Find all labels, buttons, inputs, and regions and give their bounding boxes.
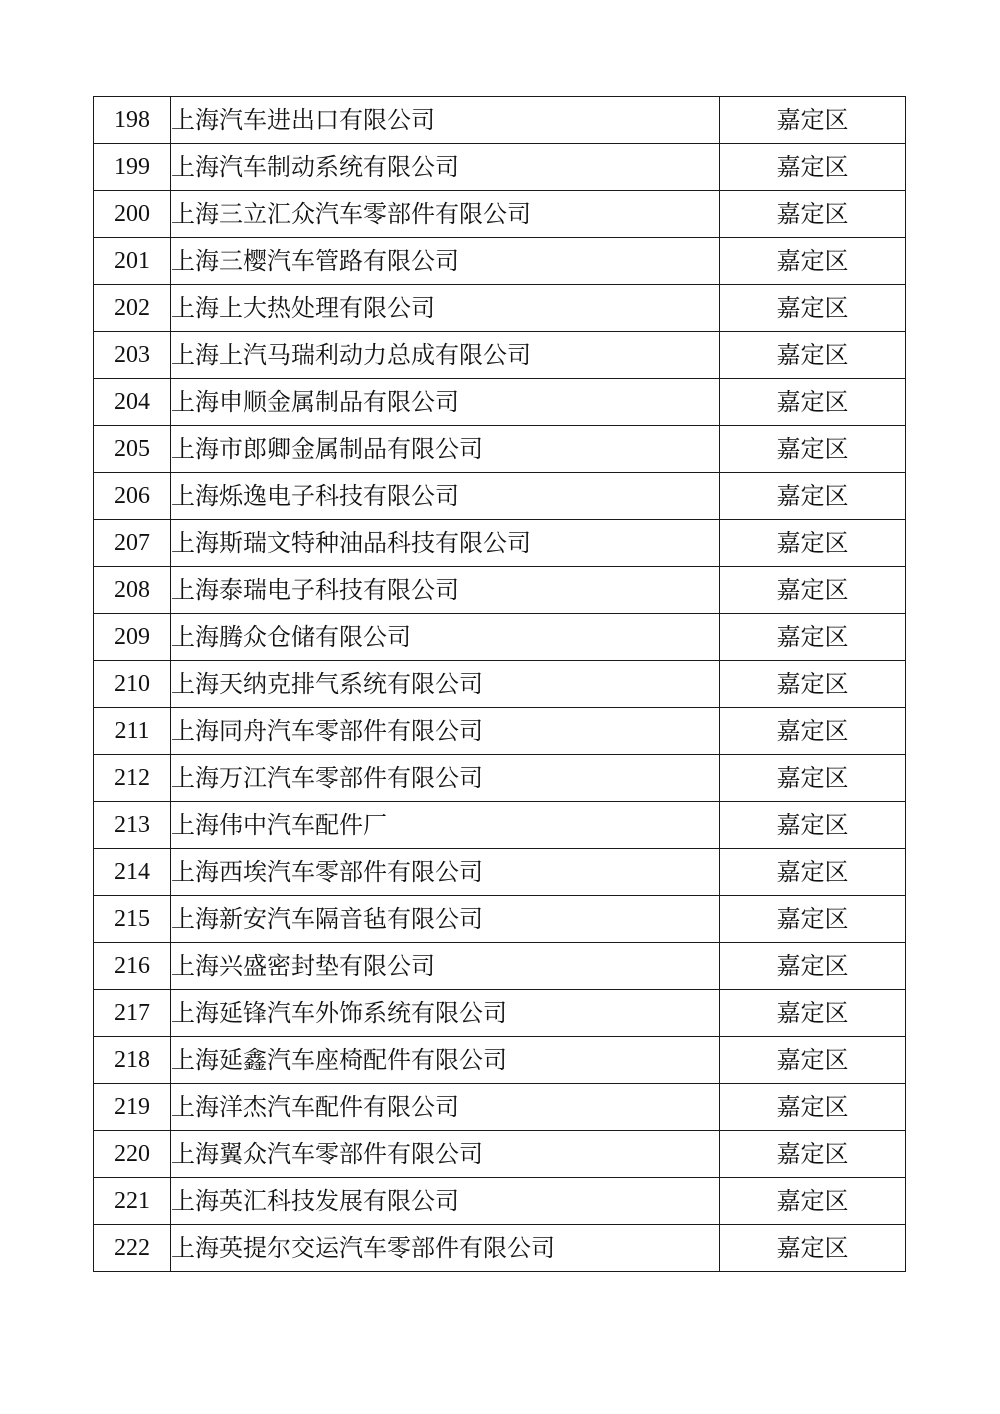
company-name: 上海三立汇众汽车零部件有限公司: [171, 191, 720, 238]
row-number: 212: [94, 755, 171, 802]
table-body: [94, 97, 906, 1272]
company-name: 上海泰瑞电子科技有限公司: [171, 567, 720, 614]
row-number: 222: [94, 1225, 171, 1272]
district: 嘉定区: [720, 943, 906, 990]
company-name: 上海天纳克排气系统有限公司: [171, 661, 720, 708]
district: 嘉定区: [720, 567, 906, 614]
company-name: 上海汽车进出口有限公司: [171, 97, 720, 144]
district: 嘉定区: [720, 849, 906, 896]
district: 嘉定区: [720, 285, 906, 332]
table-row: [94, 755, 906, 802]
table-row: [94, 191, 906, 238]
row-number: 215: [94, 896, 171, 943]
district: 嘉定区: [720, 896, 906, 943]
table-row: [94, 896, 906, 943]
table-row: [94, 285, 906, 332]
district: 嘉定区: [720, 426, 906, 473]
company-name: 上海烁逸电子科技有限公司: [171, 473, 720, 520]
company-name: 上海兴盛密封垫有限公司: [171, 943, 720, 990]
company-name: 上海上大热处理有限公司: [171, 285, 720, 332]
table-row: [94, 426, 906, 473]
table-row: [94, 708, 906, 755]
company-name: 上海新安汽车隔音毡有限公司: [171, 896, 720, 943]
district: 嘉定区: [720, 520, 906, 567]
table-row: [94, 661, 906, 708]
company-name: 上海洋杰汽车配件有限公司: [171, 1084, 720, 1131]
table-row: [94, 1225, 906, 1272]
company-name: 上海申顺金属制品有限公司: [171, 379, 720, 426]
table-row: [94, 520, 906, 567]
district: 嘉定区: [720, 144, 906, 191]
district: 嘉定区: [720, 802, 906, 849]
row-number: 221: [94, 1178, 171, 1225]
row-number: 219: [94, 1084, 171, 1131]
district: 嘉定区: [720, 191, 906, 238]
row-number: 213: [94, 802, 171, 849]
district: 嘉定区: [720, 755, 906, 802]
table-row: [94, 943, 906, 990]
row-number: 220: [94, 1131, 171, 1178]
table-row: [94, 614, 906, 661]
company-name: 上海伟中汽车配件厂: [171, 802, 720, 849]
company-name: 上海汽车制动系统有限公司: [171, 144, 720, 191]
row-number: 218: [94, 1037, 171, 1084]
company-name: 上海同舟汽车零部件有限公司: [171, 708, 720, 755]
district: 嘉定区: [720, 990, 906, 1037]
district: 嘉定区: [720, 661, 906, 708]
company-name: 上海西埃汽车零部件有限公司: [171, 849, 720, 896]
row-number: 207: [94, 520, 171, 567]
table-row: [94, 1131, 906, 1178]
company-name: 上海市郎卿金属制品有限公司: [171, 426, 720, 473]
table-row: [94, 990, 906, 1037]
row-number: 202: [94, 285, 171, 332]
table-row: [94, 144, 906, 191]
company-name: 上海三樱汽车管路有限公司: [171, 238, 720, 285]
table-row: [94, 238, 906, 285]
row-number: 203: [94, 332, 171, 379]
row-number: 216: [94, 943, 171, 990]
company-name: 上海延鑫汽车座椅配件有限公司: [171, 1037, 720, 1084]
row-number: 209: [94, 614, 171, 661]
row-number: 206: [94, 473, 171, 520]
company-name: 上海翼众汽车零部件有限公司: [171, 1131, 720, 1178]
row-number: 217: [94, 990, 171, 1037]
table-row: [94, 379, 906, 426]
row-number: 201: [94, 238, 171, 285]
row-number: 200: [94, 191, 171, 238]
table-row: [94, 802, 906, 849]
table-row: [94, 1178, 906, 1225]
company-name: 上海上汽马瑞利动力总成有限公司: [171, 332, 720, 379]
row-number: 199: [94, 144, 171, 191]
company-name: 上海延锋汽车外饰系统有限公司: [171, 990, 720, 1037]
district: 嘉定区: [720, 1131, 906, 1178]
district: 嘉定区: [720, 332, 906, 379]
district: 嘉定区: [720, 97, 906, 144]
row-number: 211: [94, 708, 171, 755]
row-number: 214: [94, 849, 171, 896]
company-name: 上海英提尔交运汽车零部件有限公司: [171, 1225, 720, 1272]
row-number: 204: [94, 379, 171, 426]
company-name: 上海斯瑞文特种油品科技有限公司: [171, 520, 720, 567]
row-number: 205: [94, 426, 171, 473]
district: 嘉定区: [720, 614, 906, 661]
table-row: [94, 567, 906, 614]
table-row: [94, 1037, 906, 1084]
table-row: [94, 332, 906, 379]
district: 嘉定区: [720, 1225, 906, 1272]
district: 嘉定区: [720, 708, 906, 755]
table-row: [94, 849, 906, 896]
district: 嘉定区: [720, 379, 906, 426]
company-list-table: [93, 96, 906, 1272]
table-row: [94, 97, 906, 144]
table-row: [94, 1084, 906, 1131]
table-row: [94, 473, 906, 520]
district: 嘉定区: [720, 1178, 906, 1225]
district: 嘉定区: [720, 238, 906, 285]
district: 嘉定区: [720, 1084, 906, 1131]
company-name: 上海英汇科技发展有限公司: [171, 1178, 720, 1225]
district: 嘉定区: [720, 1037, 906, 1084]
district: 嘉定区: [720, 473, 906, 520]
row-number: 208: [94, 567, 171, 614]
company-name: 上海万江汽车零部件有限公司: [171, 755, 720, 802]
row-number: 198: [94, 97, 171, 144]
company-name: 上海腾众仓储有限公司: [171, 614, 720, 661]
row-number: 210: [94, 661, 171, 708]
